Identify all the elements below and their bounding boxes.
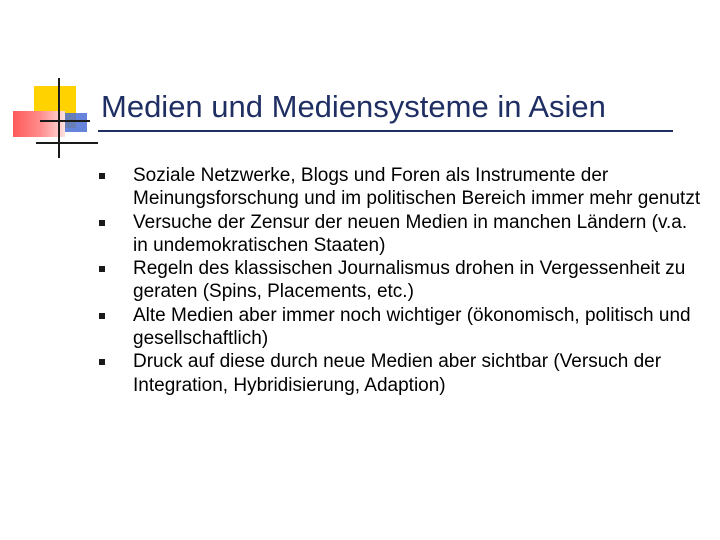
logo-blue-square — [65, 113, 87, 132]
list-item — [97, 304, 707, 351]
bullet-list — [97, 164, 707, 397]
bullet-text: Versuche der Zensur der neuen Medien in manchen Ländern (v.a. in undemokratischen Staaten) — [133, 211, 688, 256]
list-item — [97, 211, 707, 258]
list-item — [97, 164, 707, 211]
logo-horizontal-line — [40, 120, 90, 122]
bullet-text: Soziale Netzwerke, Blogs und Foren als Instrumente der Meinungsforschung und im politischen Bereich immer mehr genutzt — [133, 165, 701, 210]
logo-horizontal-line-lower — [36, 142, 98, 144]
bullet-text: Regeln des klassischen Journalismus drohen in Vergessenheit zu geraten (Spins, Placements, etc.) — [133, 258, 686, 303]
bullet-text: Alte Medien aber immer noch wichtiger (ökonomisch, politisch und gesellschaftlich) — [133, 304, 691, 350]
square-bullet-icon — [99, 313, 105, 319]
logo-vertical-line — [58, 78, 60, 158]
list-item — [97, 350, 707, 397]
square-bullet-icon — [99, 359, 105, 365]
bullet-text: Druck auf diese durch neue Medien aber sichtbar (Versuch der Integration, Hybridisierung, Adaption) — [133, 351, 662, 396]
square-bullet-icon — [99, 173, 105, 179]
list-item — [97, 257, 707, 304]
title-underline — [98, 130, 673, 132]
slide-title: Medien und Mediensysteme in Asien — [101, 89, 606, 124]
square-bullet-icon — [99, 220, 105, 226]
square-bullet-icon — [99, 266, 105, 272]
